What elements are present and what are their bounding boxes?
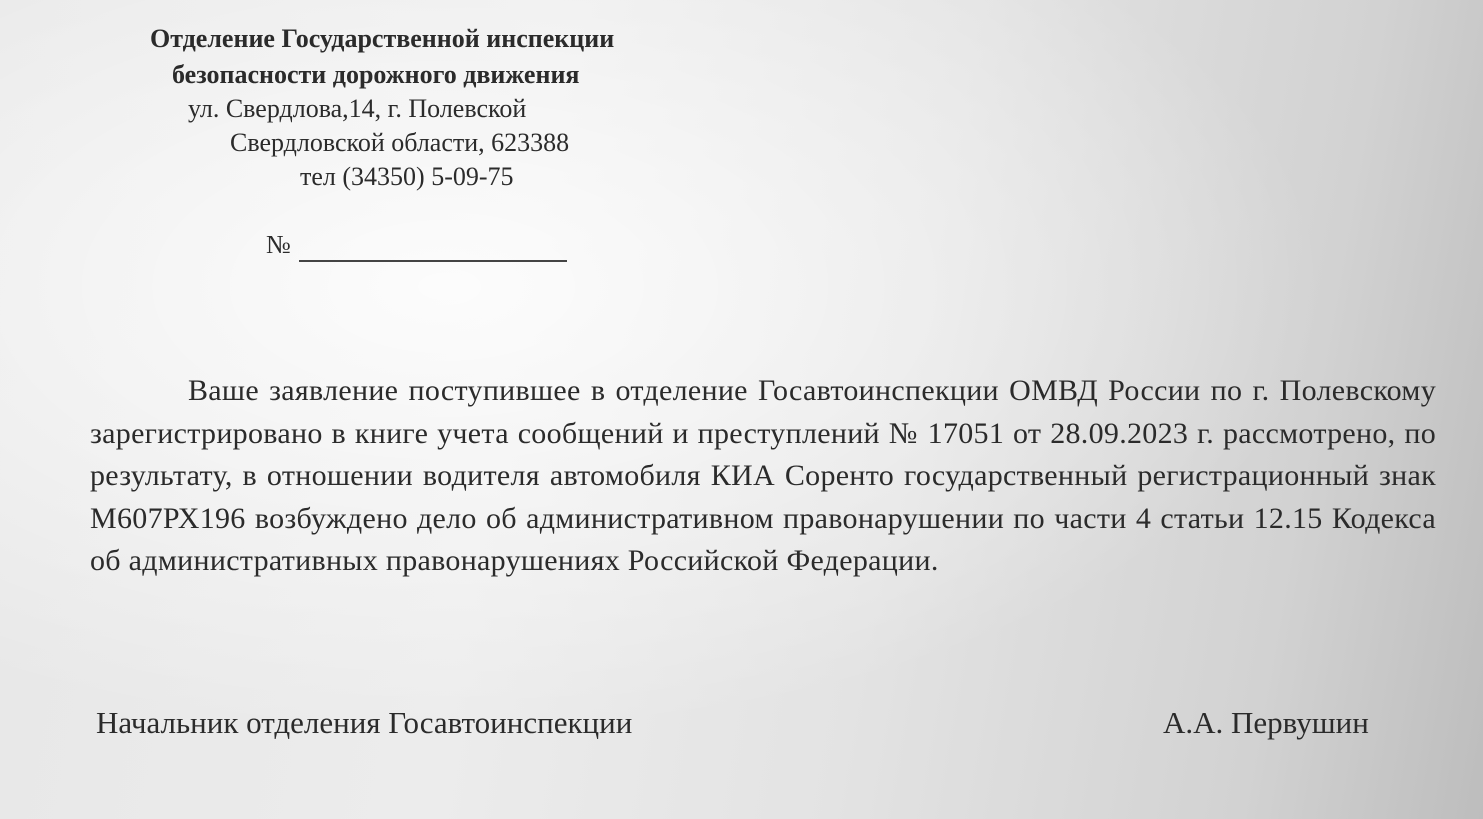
header-address-street: ул. Свердлова,14, г. Полевской xyxy=(188,94,527,123)
signatory-name: А.А. Первушин xyxy=(1163,705,1369,740)
registration-number-row xyxy=(266,228,567,262)
header-address-region: Свердловской области, 623388 xyxy=(230,128,570,157)
number-sign: № xyxy=(266,230,291,259)
header-org-line-2: безопасности дорожного движения xyxy=(172,60,580,89)
header-org-line-1: Отделение Государственной инспекции xyxy=(150,24,615,53)
letter-body-paragraph: Ваше заявление поступившее в отделение Госавтоинспекции ОМВД России по г. Полевскому зарегистрировано в книге учета сообщений и преступлений № 17051 от 28.09.2023 г. рассмотрено, по результату, в отношении водителя автомобиля КИА Соренто государственный регистрационный знак М607РХ196 возбуждено дело об административном правонарушении по части 4 статьи 12.15 Кодекса об административных правонарушениях Российской Федерации. xyxy=(90,374,1436,577)
header-phone: тел (34350) 5-09-75 xyxy=(300,162,514,191)
number-blank-line xyxy=(299,236,567,262)
signatory-title: Начальник отделения Госавтоинспекции xyxy=(96,705,633,740)
